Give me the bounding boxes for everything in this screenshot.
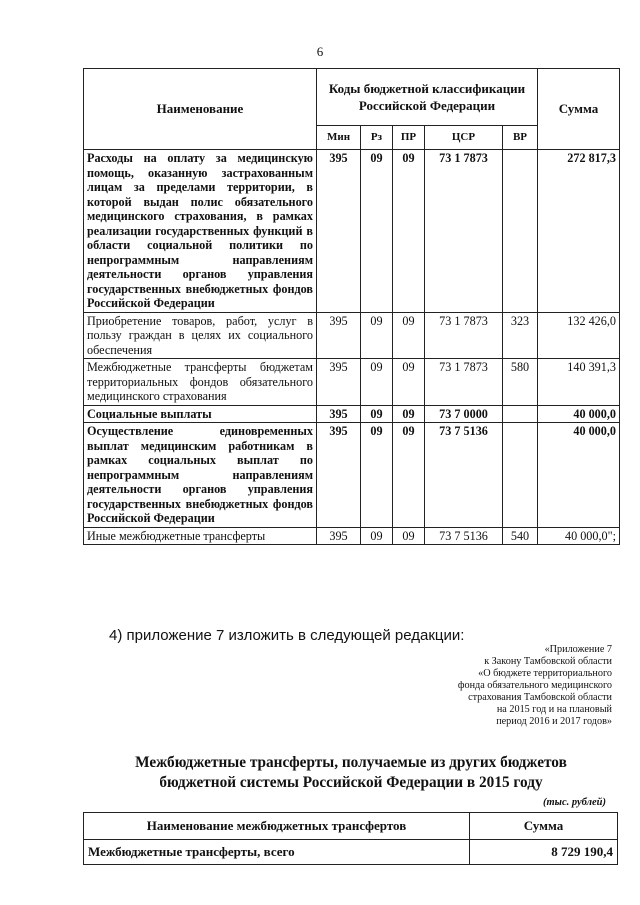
row-min: 395 <box>317 359 361 406</box>
row-sum: 40 000,0 <box>538 423 620 528</box>
row-pr: 09 <box>393 405 425 423</box>
table-row <box>84 359 620 406</box>
row-rz: 09 <box>361 150 393 313</box>
table-row <box>84 405 620 423</box>
units-note: (тыс. рублей) <box>543 797 606 808</box>
table-row <box>84 423 620 528</box>
annex-line: к Закону Тамбовской области <box>484 656 612 667</box>
row-name: Иные межбюджетные трансферты <box>84 527 317 545</box>
row-csr: 73 7 0000 <box>425 405 503 423</box>
row-rz: 09 <box>361 405 393 423</box>
row-min: 395 <box>317 405 361 423</box>
row-csr: 73 1 7873 <box>425 312 503 359</box>
section-title-line: бюджетной системы Российской Федерации в 2015 году <box>159 774 543 791</box>
row-sum: 40 000,0"; <box>538 527 620 545</box>
row-rz: 09 <box>361 423 393 528</box>
header-min: Мин <box>317 126 361 150</box>
row-rz: 09 <box>361 359 393 406</box>
annex-line: «О бюджете территориального <box>478 668 612 679</box>
row-pr: 09 <box>393 359 425 406</box>
row-name: Межбюджетные трансферты бюджетам территориальных фондов обязательного медицинского страхования <box>84 359 317 406</box>
row-csr: 73 7 5136 <box>425 423 503 528</box>
row-vr: 540 <box>503 527 538 545</box>
row-name: Социальные выплаты <box>84 405 317 423</box>
row-name: Расходы на оплату за медицинскую помощь, оказанную застрахованным лицам за пределами территории, в которой выдан полис обязательного медицинского страхования, в рамках реализации государственных функций в области социальной политики по непрограммным направлениям деятельности органов управления государственных внебюджетных фондов Российской Федерации <box>84 150 317 313</box>
row-name: Приобретение товаров, работ, услуг в пользу граждан в целях их социального обеспечения <box>84 312 317 359</box>
annex-line: на 2015 год и на плановый <box>496 704 612 715</box>
table-row <box>84 840 618 865</box>
table-row <box>84 312 620 359</box>
amendment-instruction: 4) приложение 7 изложить в следующей редакции: <box>109 627 465 644</box>
annex-line: «Приложение 7 <box>544 644 612 655</box>
transfers-header-name: Наименование межбюджетных трансфертов <box>84 813 470 840</box>
transfers-header-sum: Сумма <box>470 813 618 840</box>
row-csr: 73 1 7873 <box>425 150 503 313</box>
transfers-row-name: Межбюджетные трансферты, всего <box>84 840 470 865</box>
section-title <box>83 753 619 793</box>
header-csr: ЦСР <box>425 126 503 150</box>
row-min: 395 <box>317 423 361 528</box>
header-name: Наименование <box>84 69 317 150</box>
row-vr <box>503 423 538 528</box>
row-sum: 140 391,3 <box>538 359 620 406</box>
annex-line: период 2016 и 2017 годов» <box>496 716 612 727</box>
row-min: 395 <box>317 150 361 313</box>
header-sum: Сумма <box>538 69 620 150</box>
page-number: 6 <box>316 44 324 59</box>
row-sum: 40 000,0 <box>538 405 620 423</box>
annex-reference <box>372 644 612 728</box>
row-csr: 73 1 7873 <box>425 359 503 406</box>
header-rz: Рз <box>361 126 393 150</box>
row-rz: 09 <box>361 527 393 545</box>
header-codes: Коды бюджетной классификации Российской Федерации <box>317 69 538 126</box>
annex-line: фонда обязательного медицинского <box>457 680 612 691</box>
row-vr: 323 <box>503 312 538 359</box>
transfers-row-sum: 8 729 190,4 <box>470 840 618 865</box>
table-row <box>84 527 620 545</box>
row-rz: 09 <box>361 312 393 359</box>
row-vr: 580 <box>503 359 538 406</box>
row-pr: 09 <box>393 150 425 313</box>
row-min: 395 <box>317 312 361 359</box>
row-vr <box>503 150 538 313</box>
annex-line: страхования Тамбовской области <box>468 692 612 703</box>
row-min: 395 <box>317 527 361 545</box>
row-name: Осуществление единовременных выплат медицинским работникам в рамках социальных выплат по непрограммным направлениям деятельности органов управления государственных внебюджетных фондов Российской Федерации <box>84 423 317 528</box>
row-pr: 09 <box>393 423 425 528</box>
row-pr: 09 <box>393 527 425 545</box>
header-vr: ВР <box>503 126 538 150</box>
section-title-line: Межбюджетные трансферты, получаемые из других бюджетов <box>135 754 567 771</box>
row-vr <box>503 405 538 423</box>
transfers-table <box>83 812 618 865</box>
row-sum: 272 817,3 <box>538 150 620 313</box>
budget-classification-table <box>83 68 620 545</box>
row-pr: 09 <box>393 312 425 359</box>
header-pr: ПР <box>393 126 425 150</box>
table-row <box>84 150 620 313</box>
row-csr: 73 7 5136 <box>425 527 503 545</box>
transfers-header-row <box>84 813 618 840</box>
row-sum: 132 426,0 <box>538 312 620 359</box>
